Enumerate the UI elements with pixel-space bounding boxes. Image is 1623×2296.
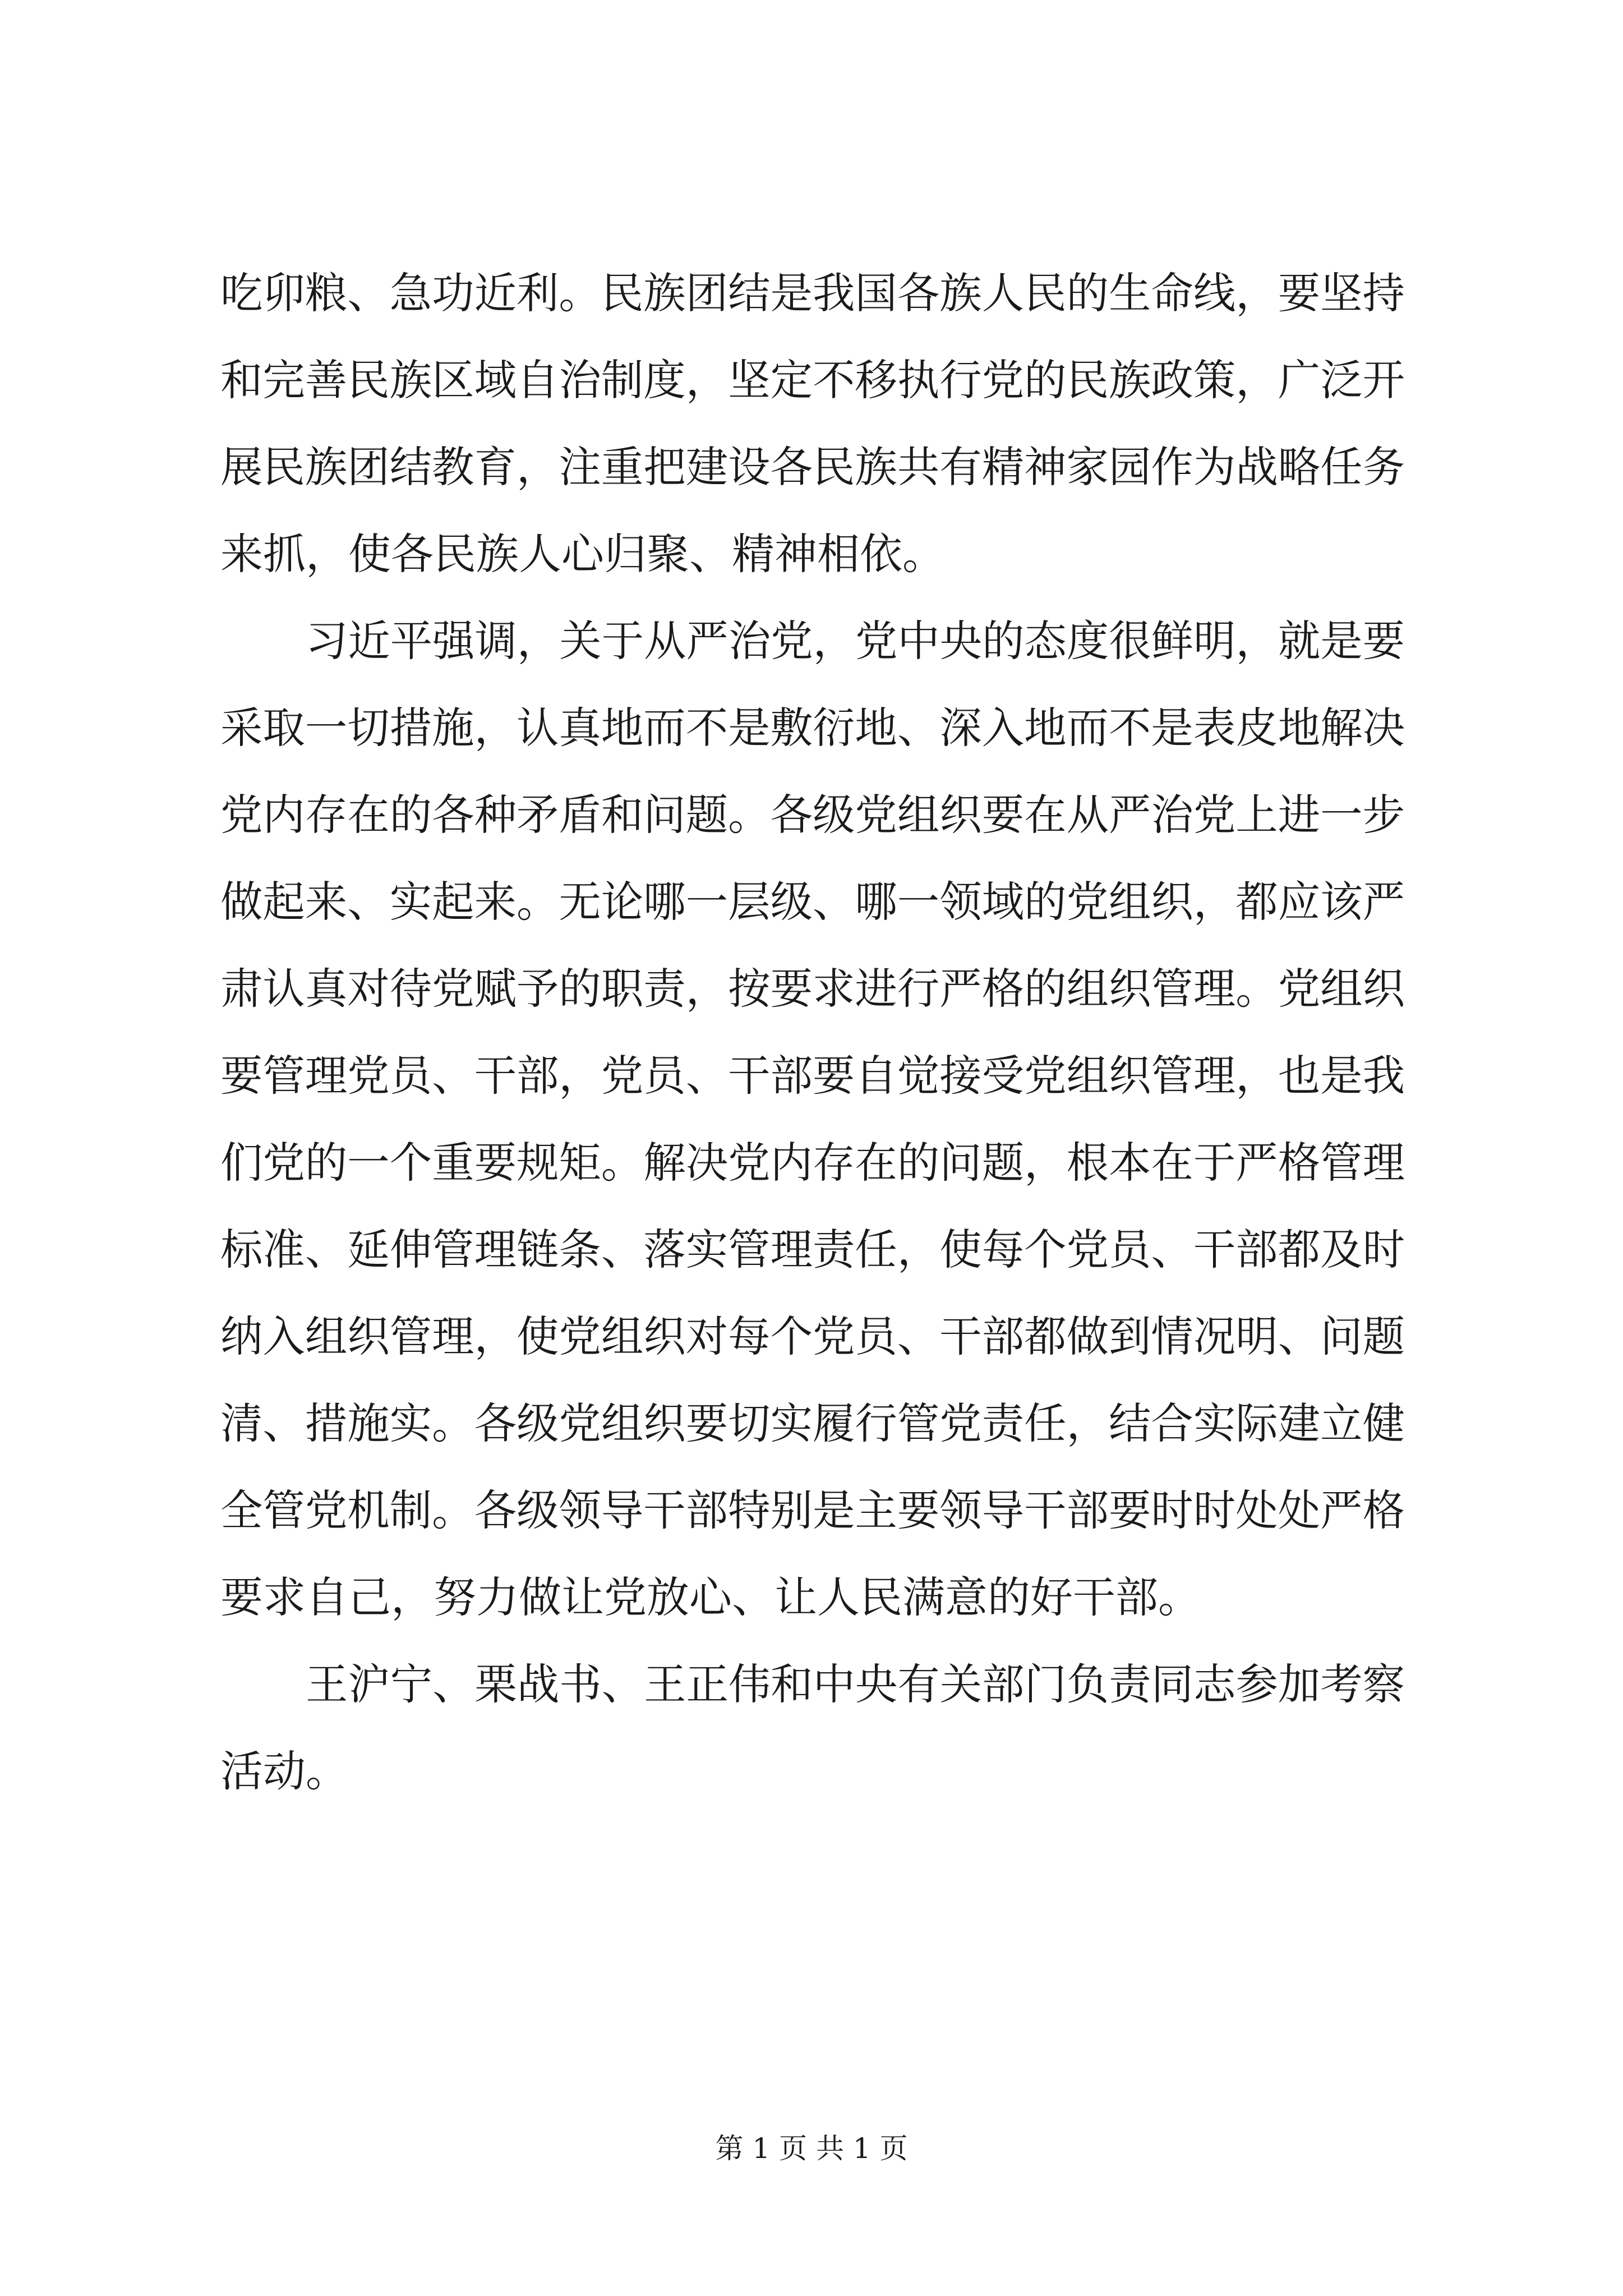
text-line-content: 王沪宁、栗战书、王正伟和中央有关部门负责同志参加考察 (306, 1659, 1405, 1709)
text-line-content: 习近平强调，关于从严治党，党中央的态度很鲜明，就是要 (306, 616, 1405, 666)
text-line-content: 展民族团结教育，注重把建设各民族共有精神家园作为战略任务 (220, 442, 1405, 492)
text-line (0, 255, 1623, 332)
text-line (0, 1473, 1623, 1549)
text-line-content: 来抓，使各民族人心归聚、精神相依。 (220, 529, 945, 579)
text-line-content: 要管理党员、干部，党员、干部要自觉接受党组织管理，也是我 (220, 1051, 1405, 1101)
text-line (0, 429, 1623, 505)
text-line-content: 要求自己，努力做让党放心、让人民满意的好干部。 (220, 1572, 1201, 1622)
text-line-content: 活动。 (220, 1746, 348, 1796)
text-line-content: 肃认真对待党赋予的职责，按要求进行严格的组织管理。党组织 (220, 964, 1405, 1014)
text-line (0, 1733, 1623, 1810)
text-line (0, 1038, 1623, 1114)
text-line (0, 1559, 1623, 1636)
text-line-content: 和完善民族区域自治制度，坚定不移执行党的民族政策，广泛开 (220, 355, 1405, 405)
text-line (0, 777, 1623, 853)
text-line-content: 做起来、实起来。无论哪一层级、哪一领域的党组织，都应该严 (220, 877, 1405, 927)
text-line (0, 603, 1623, 679)
text-line-content: 党内存在的各种矛盾和问题。各级党组织要在从严治党上进一步 (220, 790, 1405, 840)
text-line (0, 1646, 1623, 1723)
text-line (0, 516, 1623, 592)
text-line-content: 吃卯粮、急功近利。民族团结是我国各族人民的生命线，要坚持 (220, 268, 1405, 318)
text-line (0, 1125, 1623, 1201)
text-line-content: 纳入组织管理，使党组织对每个党员、干部都做到情况明、问题 (220, 1312, 1405, 1361)
text-line (0, 951, 1623, 1027)
text-line-content: 采取一切措施，认真地而不是敷衍地、深入地而不是表皮地解决 (220, 703, 1405, 753)
text-line (0, 1386, 1623, 1462)
text-line (0, 1212, 1623, 1288)
page-footer: 第 1 页 共 1 页 (715, 2132, 908, 2165)
text-line (0, 342, 1623, 418)
text-line-content: 全管党机制。各级领导干部特别是主要领导干部要时时处处严格 (220, 1485, 1405, 1535)
text-line-content: 清、措施实。各级党组织要切实履行管党责任，结合实际建立健 (220, 1398, 1405, 1448)
text-line (0, 690, 1623, 766)
text-line (0, 1299, 1623, 1375)
text-line-content: 标准、延伸管理链条、落实管理责任，使每个党员、干部都及时 (220, 1225, 1405, 1274)
text-line-content: 们党的一个重要规矩。解决党内存在的问题，根本在于严格管理 (220, 1138, 1405, 1188)
text-line (0, 864, 1623, 940)
